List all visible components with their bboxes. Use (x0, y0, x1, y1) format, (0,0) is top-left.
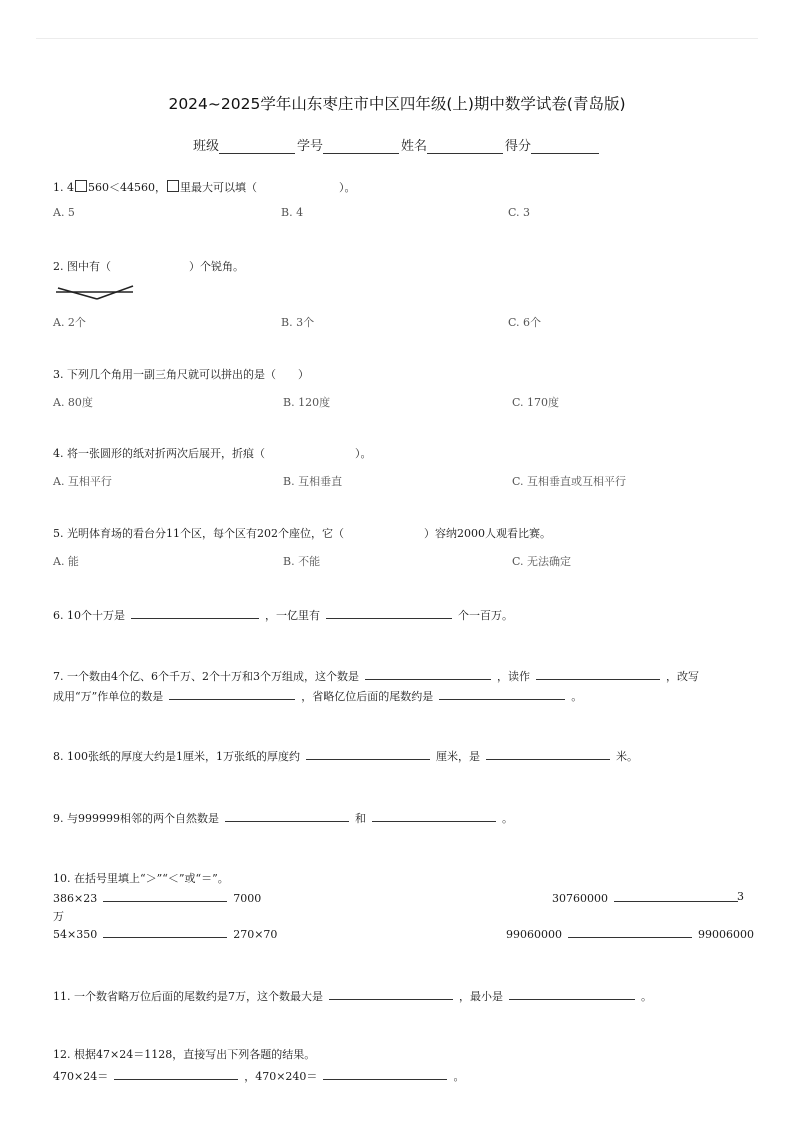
question-4 (53, 447, 372, 461)
q10-expression: 30760000 (552, 892, 608, 905)
question-12: 12. 根据47×24＝1128，直接写出下列各题的结果。 (53, 1048, 316, 1061)
q5-option-b[interactable]: B. 不能 (283, 555, 321, 568)
answer-blank[interactable] (568, 926, 692, 938)
answer-blank[interactable] (323, 1068, 447, 1080)
question-12-text-c: 。 (453, 1070, 465, 1083)
question-7-text-c: ，改写 (665, 670, 699, 683)
question-11-text-a: 11. 一个数省略万位后面的尾数约是7万，这个数最大是 (53, 990, 323, 1003)
q1-option-a[interactable]: A. 5 (53, 206, 75, 219)
answer-blank[interactable] (326, 607, 452, 619)
question-8-text-b: 厘米，是 (435, 750, 480, 763)
question-7-line-1 (53, 668, 699, 684)
q3-option-b[interactable]: B. 120度 (283, 396, 331, 409)
question-6-text-b: ，一亿里有 (265, 609, 320, 622)
question-5 (53, 527, 551, 541)
answer-blank[interactable] (103, 926, 227, 938)
question-2-text-a: 2. 图中有（ (53, 260, 111, 273)
q10-truncated-text: 3 (737, 890, 744, 903)
q10-row-2-left (53, 926, 277, 941)
answer-blank[interactable] (365, 668, 491, 680)
question-8-text-c: 米。 (615, 750, 638, 763)
answer-blank[interactable] (509, 988, 635, 1000)
question-7-text-d: 成用“万”作单位的数是 (53, 690, 164, 703)
question-9-text-a: 9. 与999999相邻的两个自然数是 (53, 812, 219, 825)
question-1-text-c: 里最大可以填（ (180, 181, 257, 194)
q5-option-a[interactable]: A. 能 (53, 555, 79, 568)
q3-option-c[interactable]: C. 170度 (512, 396, 560, 409)
q10-wrap-text: 万 (53, 910, 64, 923)
answer-blank[interactable] (329, 988, 453, 1000)
question-5-text-b: ）容纳2000人观看比赛。 (423, 527, 551, 540)
student-info-line (0, 135, 794, 154)
answer-blank[interactable] (114, 1068, 238, 1080)
answer-blank[interactable] (614, 890, 738, 902)
q2-option-b[interactable]: B. 3个 (281, 316, 315, 329)
question-7-text-a: 7. 一个数由4个亿、6个千万、2个十万和3个万组成，这个数是 (53, 670, 359, 683)
box-icon (167, 180, 179, 192)
q10-expression: 99006000 (698, 928, 754, 941)
q10-row-1-left (53, 890, 261, 905)
q3-option-a[interactable]: A. 80度 (53, 396, 93, 409)
score-label: 得分 (505, 139, 532, 154)
question-8-text-a: 8. 100张纸的厚度大约是1厘米，1万张纸的厚度约 (53, 750, 300, 763)
q4-option-c[interactable]: C. 互相垂直或互相平行 (512, 475, 627, 488)
question-12-text-a: 470×24＝ (53, 1070, 109, 1083)
q1-option-c[interactable]: C. 3 (508, 206, 531, 219)
question-6-text-c: 个一百万。 (458, 609, 513, 622)
question-9-text-c: 。 (501, 812, 513, 825)
question-1-text-b: 560＜44560， (88, 181, 166, 194)
question-4-text-a: 4. 将一张圆形的纸对折两次后展开，折痕（ (53, 447, 265, 460)
q4-option-b[interactable]: B. 互相垂直 (283, 475, 343, 488)
question-4-text-b: ）。 (355, 447, 372, 460)
q10-expression: 54×350 (53, 928, 98, 941)
answer-blank[interactable] (103, 890, 227, 902)
question-1-text-d: ）。 (339, 181, 356, 194)
score-field[interactable] (531, 139, 599, 154)
number-field[interactable] (323, 139, 399, 154)
class-label: 班级 (192, 139, 219, 154)
question-5-text-a: 5. 光明体育场的看台分11个区，每个区有202个座位，它（ (53, 527, 344, 540)
answer-blank[interactable] (536, 668, 660, 680)
exam-title: 2024~2025学年山东枣庄市中区四年级(上)期中数学试卷(青岛版) (168, 95, 626, 113)
name-field[interactable] (427, 139, 503, 154)
answer-blank[interactable] (131, 607, 259, 619)
question-8 (53, 748, 638, 764)
question-2-text-b: ）个锐角。 (189, 260, 244, 273)
question-1-text-a: 1. 4 (53, 181, 74, 194)
figure-left-ray (58, 288, 97, 299)
question-12-text-b: ，470×240＝ (244, 1070, 318, 1083)
question-6 (53, 607, 513, 623)
answer-blank[interactable] (169, 688, 295, 700)
question-11-text-b: ，最小是 (459, 990, 503, 1003)
q10-row-2-right (506, 926, 754, 941)
answer-blank[interactable] (372, 810, 496, 822)
question-11 (53, 988, 652, 1004)
q4-option-a[interactable]: A. 互相平行 (53, 475, 112, 488)
class-field[interactable] (219, 139, 295, 154)
q2-option-c[interactable]: C. 6个 (508, 316, 542, 329)
q10-expression: 270×70 (233, 928, 278, 941)
question-3: 3. 下列几个角用一副三角尺就可以拼出的是（ ） (53, 368, 309, 381)
q12-answers (53, 1068, 464, 1084)
question-2 (53, 260, 244, 274)
question-10: 10. 在括号里填上“＞”“＜”或“＝”。 (53, 872, 229, 885)
page-top-rule (36, 38, 758, 39)
answer-blank[interactable] (225, 810, 349, 822)
question-9 (53, 810, 513, 826)
q10-expression: 386×23 (53, 892, 98, 905)
question-7-text-e: ，省略亿位后面的尾数约是 (301, 690, 434, 703)
name-label: 姓名 (401, 139, 428, 154)
answer-blank[interactable] (486, 748, 610, 760)
q10-row-1-right (552, 890, 744, 905)
q2-option-a[interactable]: A. 2个 (53, 316, 86, 329)
number-label: 学号 (296, 139, 323, 154)
question-6-text-a: 6. 10个十万是 (53, 609, 125, 622)
q10-expression: 99060000 (506, 928, 562, 941)
question-11-text-c: 。 (641, 990, 652, 1003)
question-7-line-2 (53, 688, 582, 704)
q10-expression: 7000 (233, 892, 262, 905)
question-7-text-f: 。 (571, 690, 583, 703)
question-1 (53, 180, 356, 195)
angle-figure (53, 284, 137, 304)
answer-blank[interactable] (306, 748, 430, 760)
question-9-text-b: 和 (354, 812, 366, 825)
q5-option-c[interactable]: C. 无法确定 (512, 555, 572, 568)
q1-option-b[interactable]: B. 4 (281, 206, 304, 219)
question-7-text-b: ，读作 (496, 670, 530, 683)
box-icon (75, 180, 87, 192)
answer-blank[interactable] (439, 688, 565, 700)
